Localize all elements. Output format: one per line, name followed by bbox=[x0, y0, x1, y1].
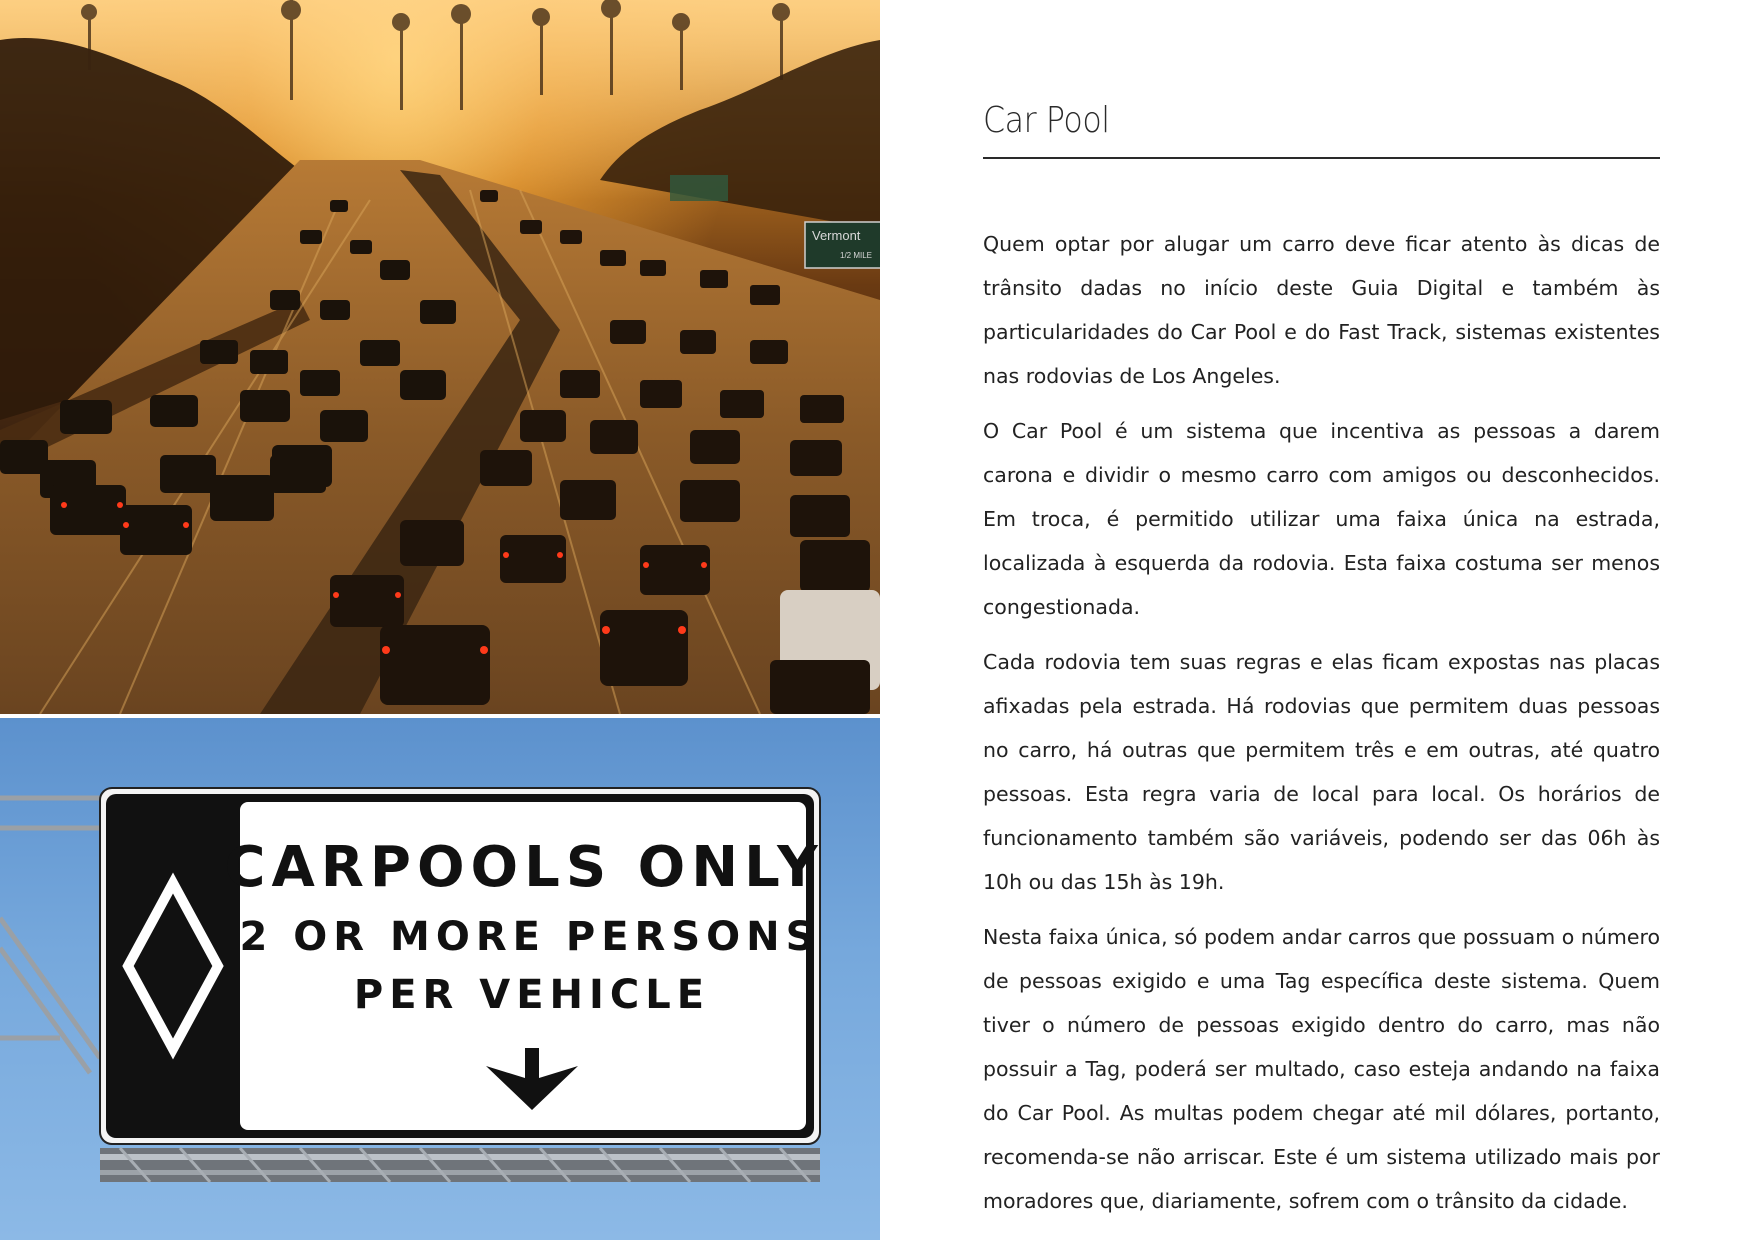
body-text bbox=[983, 222, 1660, 1234]
carpool-sign-photo bbox=[0, 718, 880, 1240]
carpool-sign bbox=[100, 788, 824, 1144]
gantry-left bbox=[0, 798, 100, 1073]
sign-line2: 2 OR MORE PERSONS bbox=[239, 914, 821, 960]
carpool-sign-scene bbox=[0, 718, 880, 1240]
paragraph: O Car Pool é um sistema que incentiva as pessoas a darem carona e dividir o mesmo carro com amigos ou desconhecidos. Em troca, é permitido utilizar uma faixa única na estrada, localizada à esquerda da rodovia. Esta faixa costuma ser menos congestionada. bbox=[983, 419, 1660, 619]
page-title: Car Pool bbox=[983, 100, 1110, 141]
vermont-sign-sub: 1/2 MILE bbox=[840, 251, 873, 260]
traffic-photo bbox=[0, 0, 880, 714]
paragraph: Quem optar por alugar um carro deve ficar atento às dicas de trânsito dadas no início deste Guia Digital e também às particularidades do Car Pool e do Fast Track, sistemas existentes nas rodovias de Los Angeles. bbox=[983, 232, 1660, 388]
paragraph: Cada rodovia tem suas regras e elas ficam expostas nas placas afixadas pela estrada. Há rodovias que permitem duas pessoas no carro, há outras que permitem três e em outras, até quatro pessoas. Esta regra varia de local para local. Os horários de funcionamento também são variáveis, podendo ser das 06h às 10h ou das 15h às 19h. bbox=[983, 650, 1660, 894]
gantry-bottom bbox=[100, 1148, 820, 1182]
sign-line3: PER VEHICLE bbox=[353, 972, 711, 1018]
paragraph: Nesta faixa única, só podem andar carros que possuam o número de pessoas exigido e uma Tag específica deste sistema. Quem tiver o número de pessoas exigido dentro do carro, mas não possuir a Tag, poderá ser multado, caso esteja andando na faixa do Car Pool. As multas podem chegar até mil dólares, portanto, recomenda-se não arriscar. Este é um sistema utilizado mais por moradores que, diariamente, sofrem com o trânsito da cidade. bbox=[983, 925, 1660, 1213]
title-divider bbox=[983, 157, 1660, 159]
traffic-scene bbox=[0, 0, 880, 714]
vermont-sign-text: Vermont bbox=[812, 228, 861, 243]
sign-line1: CARPOOLS ONLY bbox=[224, 835, 824, 900]
